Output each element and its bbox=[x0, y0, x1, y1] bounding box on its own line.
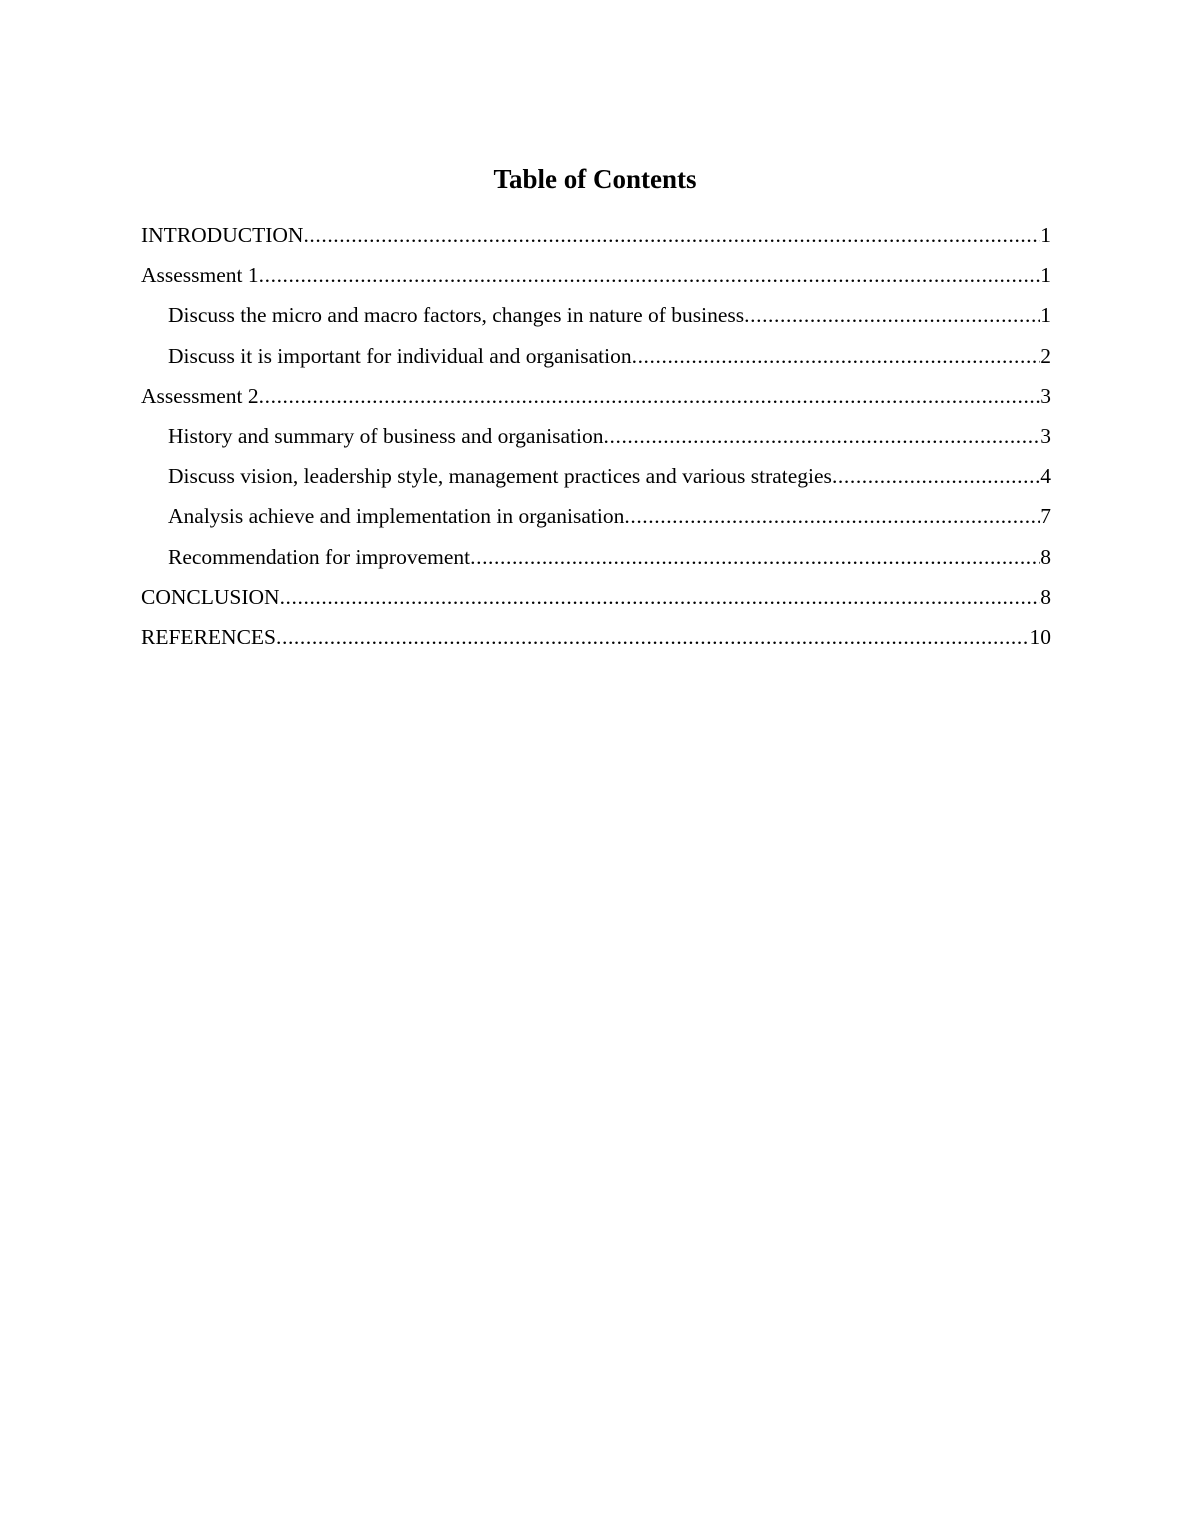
toc-entry-label: REFERENCES bbox=[141, 624, 276, 649]
toc-page-number: 8 bbox=[1040, 584, 1051, 609]
toc-entry-label: Discuss the micro and macro factors, changes in nature of business bbox=[168, 303, 745, 328]
toc-entry-label: Recommendation for improvement bbox=[168, 544, 471, 569]
toc-page-number: 3 bbox=[1040, 423, 1051, 448]
toc-entry-assessment-1[interactable] bbox=[141, 259, 1051, 299]
toc-page-number: 1 bbox=[1040, 263, 1051, 288]
toc-entry-recommendation[interactable] bbox=[141, 541, 1051, 581]
toc-entry-label: Discuss it is important for individual and organisation bbox=[168, 343, 632, 368]
toc-leader-dots bbox=[632, 340, 1041, 373]
toc-page-number: 4 bbox=[1040, 464, 1051, 489]
toc-entry-references[interactable] bbox=[141, 621, 1051, 661]
toc-entry-label: Assessment 2 bbox=[141, 383, 259, 408]
toc-leader-dots bbox=[280, 581, 1041, 614]
toc-entry-history-summary[interactable] bbox=[141, 420, 1051, 460]
toc-entry-micro-macro-factors[interactable] bbox=[141, 299, 1051, 339]
toc-page-number: 7 bbox=[1040, 504, 1051, 529]
toc-leader-dots bbox=[303, 219, 1040, 252]
toc-entry-importance[interactable] bbox=[141, 340, 1051, 380]
toc-page-number: 1 bbox=[1040, 223, 1051, 247]
toc-entry-label: Discuss vision, leadership style, management practices and various strategies bbox=[168, 464, 832, 489]
toc-page-number: 10 bbox=[1029, 624, 1051, 649]
toc-entry-assessment-2[interactable] bbox=[141, 380, 1051, 420]
toc-title: Table of Contents bbox=[493, 164, 697, 194]
toc-leader-dots bbox=[276, 621, 1030, 654]
toc-leader-dots bbox=[470, 541, 1040, 574]
toc-entry-label: Assessment 1 bbox=[141, 263, 259, 288]
toc-leader-dots bbox=[604, 420, 1041, 453]
toc-entry-analysis-implementation[interactable] bbox=[141, 500, 1051, 540]
toc-leader-dots bbox=[624, 500, 1040, 533]
toc-page-number: 2 bbox=[1040, 343, 1051, 368]
toc-entry-vision-leadership[interactable] bbox=[141, 460, 1051, 500]
toc-leader-dots bbox=[744, 299, 1040, 332]
toc-entry-label: Analysis achieve and implementation in organisation bbox=[168, 504, 625, 529]
toc-entry-label: History and summary of business and organisation bbox=[168, 423, 604, 448]
toc-entry-label: CONCLUSION bbox=[141, 584, 280, 609]
toc-page-number: 3 bbox=[1040, 383, 1051, 408]
toc-page-number: 1 bbox=[1040, 303, 1051, 328]
toc-entry-introduction[interactable] bbox=[141, 219, 1051, 259]
toc-list bbox=[141, 219, 1051, 661]
toc-leader-dots bbox=[832, 460, 1040, 493]
toc-entry-conclusion[interactable] bbox=[141, 581, 1051, 621]
toc-leader-dots bbox=[259, 380, 1041, 413]
toc-page-number: 8 bbox=[1040, 544, 1051, 569]
toc-leader-dots bbox=[259, 259, 1041, 292]
toc-entry-label: INTRODUCTION bbox=[141, 223, 304, 247]
